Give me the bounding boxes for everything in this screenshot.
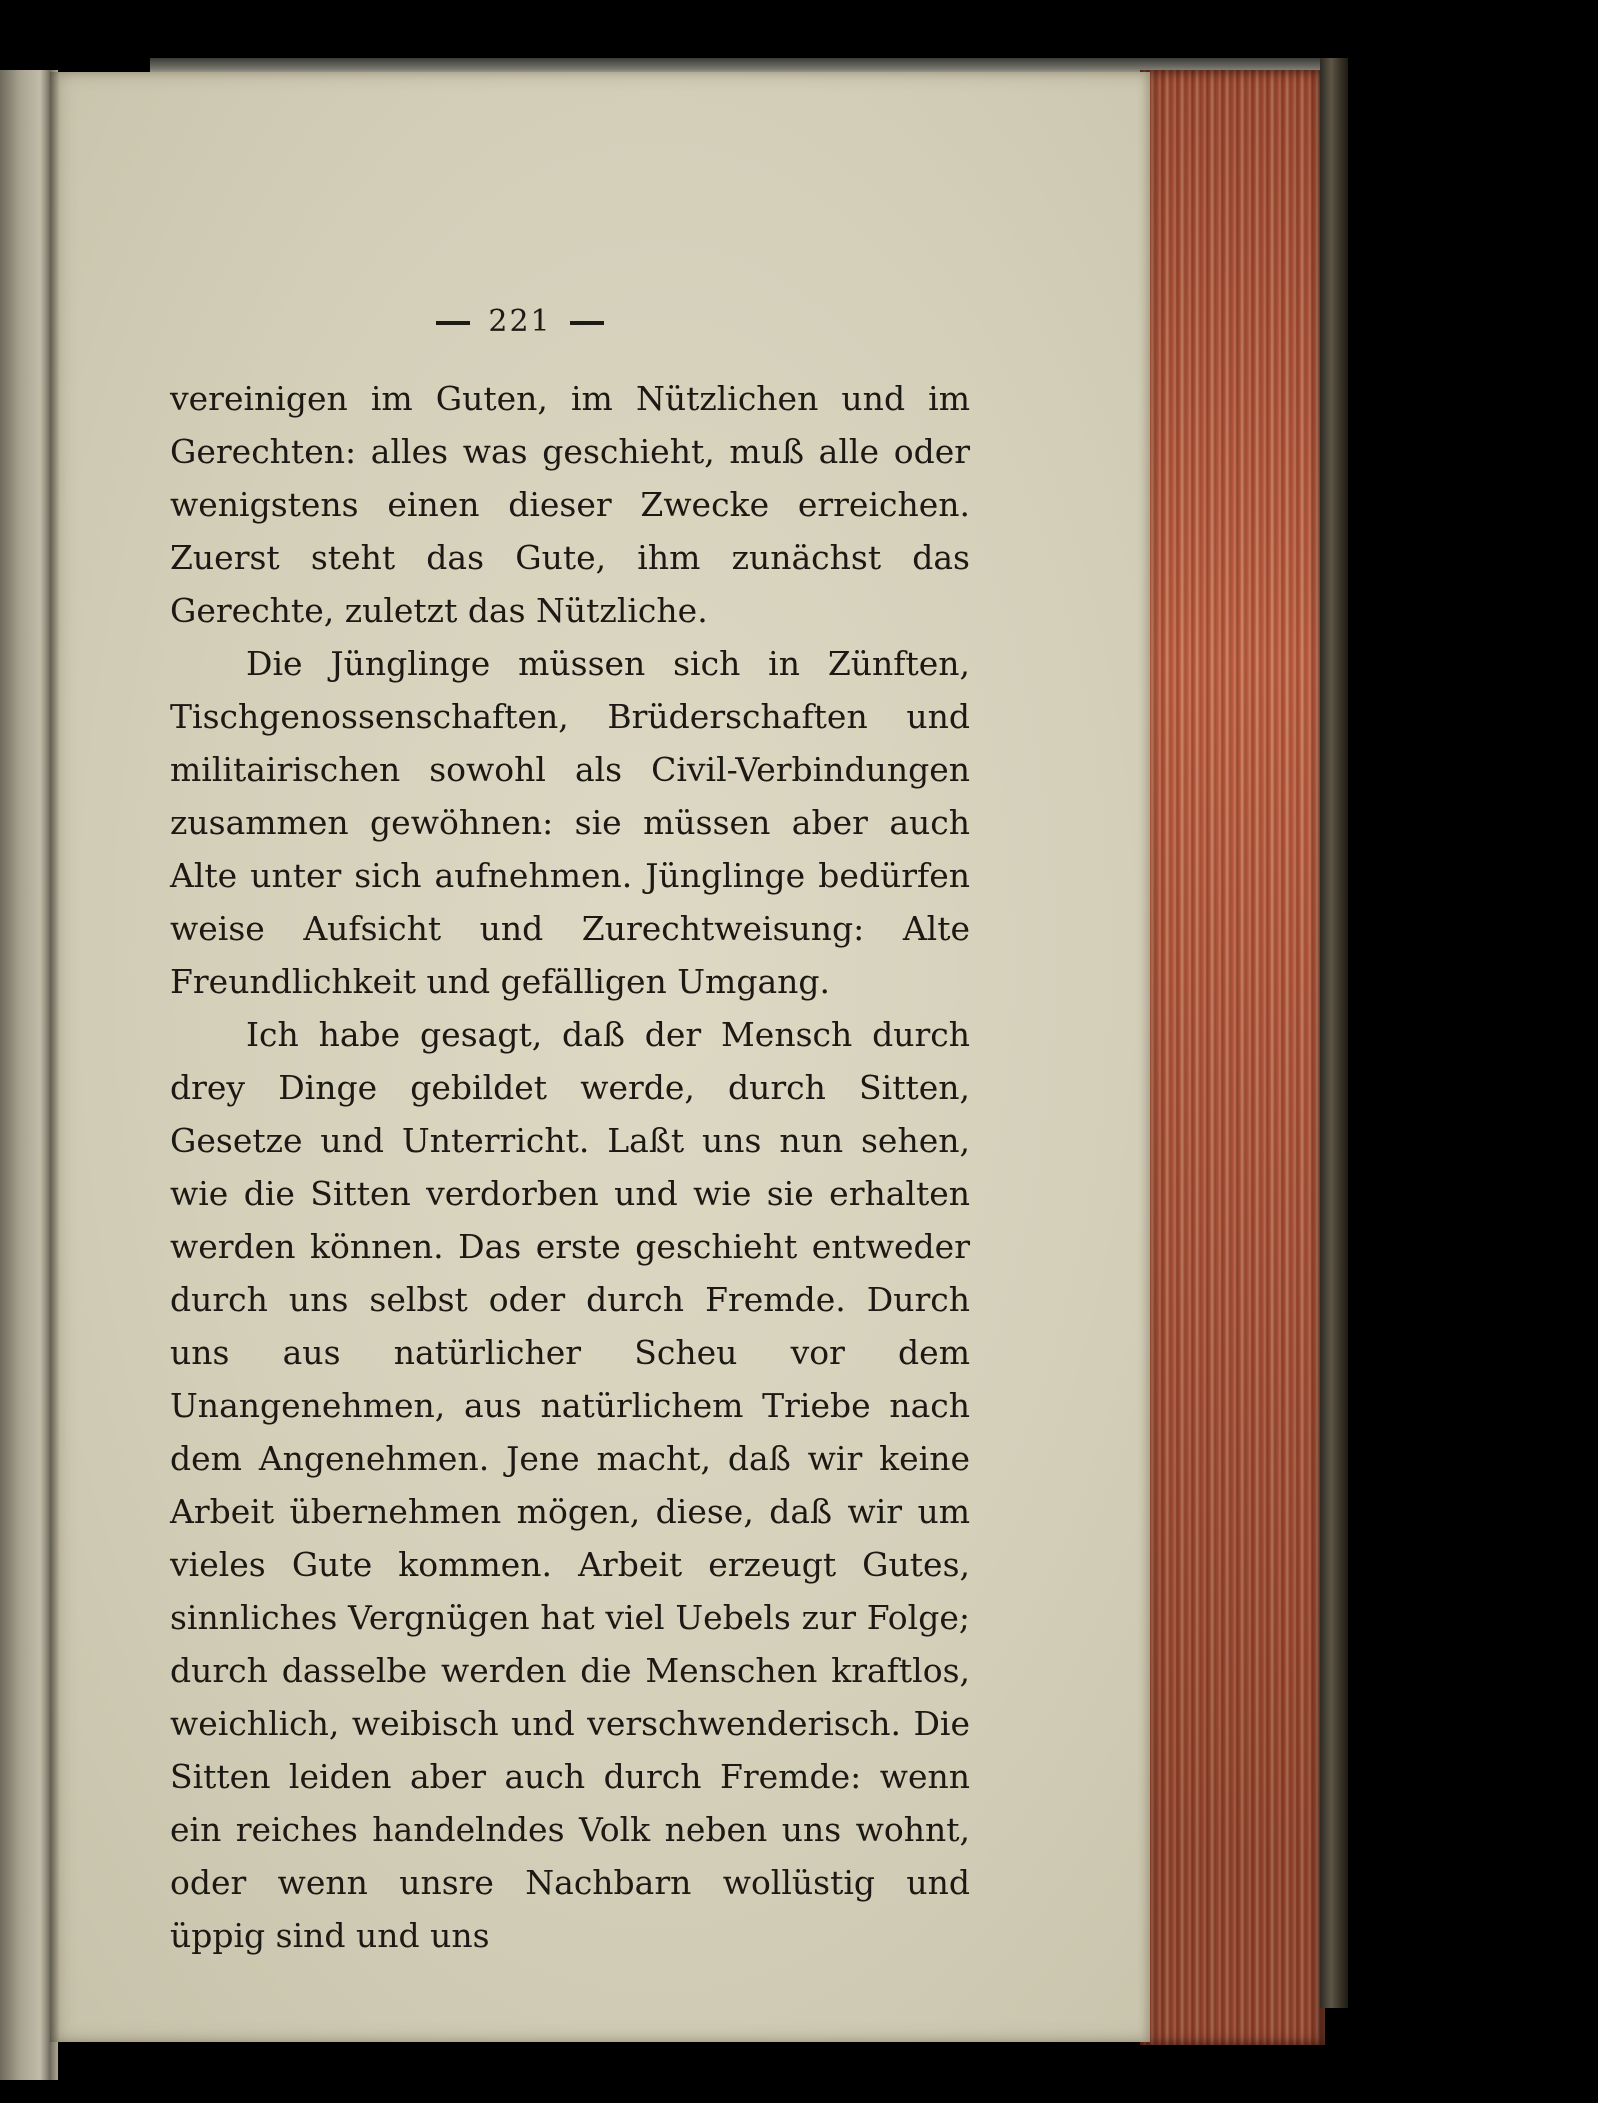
paragraph-3: Ich habe gesagt, daß der Mensch durch drey Dinge gebildet werde, durch Sitten, Gesetze und Unterricht. Laßt uns nun sehen, wie die Sitten verdorben und wie sie erhalten werden können. Das erste geschieht entweder durch uns selbst oder durch Fremde. Durch uns aus natürlicher Scheu vor dem Unangenehmen, aus natürlichem Triebe nach dem Angenehmen. Jene macht, daß wir keine Arbeit übernehmen mögen, diese, daß wir um vieles Gute kommen. Arbeit erzeugt Gutes, sinnliches Vergnügen hat viel Uebels zur Folge; durch dasselbe werden die Menschen kraftlos, weichlich, weibisch und verschwenderisch. Die Sitten leiden aber auch durch Fremde: wenn ein reiches handelndes Volk neben uns wohnt, oder wenn unsre Nachbarn wollüstig und üppig sind und uns	[170, 1015, 970, 1955]
header-dash-right	[570, 321, 604, 325]
paragraph-2: Die Jünglinge müssen sich in Zünften, Tischgenossenschaften, Brüderschaften und militairischen sowohl als Civil-Verbindungen zusammen gewöhnen: sie müssen aber auch Alte unter sich aufnehmen. Jünglinge bedürfen weise Aufsicht und Zurechtweisung: Alte Freundlichkeit und gefälligen Umgang.	[170, 644, 970, 1001]
header-dash-left	[436, 321, 470, 325]
paragraph-1: vereinigen im Guten, im Nützlichen und im Gerechten: alles was geschieht, muß alle oder wenigstens einen dieser Zwecke erreichen. Zuerst steht das Gute, ihm zunächst das Gerechte, zuletzt das Nützliche.	[170, 379, 970, 630]
page-block-edges	[1140, 70, 1325, 2045]
book-page	[50, 72, 1150, 2042]
book-cover-edge	[1320, 58, 1348, 2008]
page-number: 221	[488, 304, 552, 339]
book-gutter	[40, 70, 60, 2080]
body-text	[170, 372, 970, 1962]
page-header	[50, 304, 990, 339]
